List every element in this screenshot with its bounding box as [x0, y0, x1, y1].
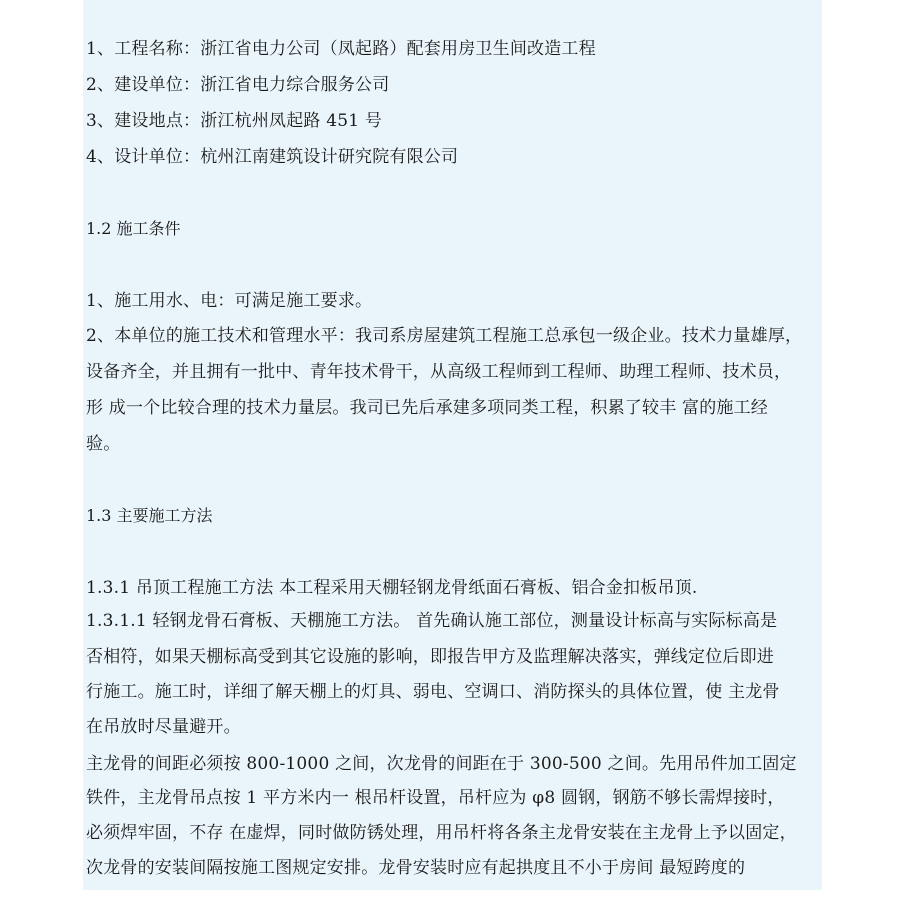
paragraph-line: 验。	[86, 434, 121, 454]
design-unit-line: 4、设计单位：杭州江南建筑设计研究院有限公司	[86, 147, 459, 167]
section-1-3-title: 1.3 主要施工方法	[86, 506, 213, 525]
paragraph-line: 形 成一个比较合理的技术力量层。我司已先后承建多项同类工程，积累了较丰 富的施工经	[86, 398, 769, 418]
paragraph-line: 在吊放时尽量避开。	[86, 717, 241, 737]
paragraph-line: 次龙骨的安装间隔按施工图规定安排。龙骨安装时应有起拱度且不小于房间 最短跨度的	[86, 858, 746, 878]
paragraph-line: 2、本单位的施工技术和管理水平：我司系房屋建筑工程施工总承包一级企业。技术力量雄厚，	[86, 326, 803, 346]
paragraph-line: 主龙骨的间距必须按 800-1000 之间，次龙骨的间距在于 300-500 之间。先用吊件加工固定	[86, 754, 797, 774]
construction-site-line: 3、建设地点：浙江杭州凤起路 451 号	[86, 111, 383, 131]
section-1-2-title: 1.2 施工条件	[86, 219, 181, 238]
paragraph-line: 1.3.1 吊顶工程施工方法 本工程采用天棚轻钢龙骨纸面石膏板、铝合金扣板吊顶.	[86, 578, 698, 598]
paragraph-line: 1.3.1.1 轻钢龙骨石膏板、天棚施工方法。 首先确认施工部位，测量设计标高与实际标高是	[86, 611, 778, 631]
project-name-line: 1、工程名称：浙江省电力公司（凤起路）配套用房卫生间改造工程	[86, 39, 596, 59]
construction-unit-line: 2、建设单位：浙江省电力综合服务公司	[86, 75, 390, 95]
paragraph-line: 行施工。施工时，详细了解天棚上的灯具、弱电、空调口、消防探头的具体位置，使 主龙骨	[86, 682, 780, 702]
paragraph-line: 否相符，如果天棚标高受到其它设施的影响，即报告甲方及监理解决落实，弹线定位后即进	[86, 647, 774, 667]
paragraph-line: 设备齐全，并且拥有一批中、青年技术骨干，从高级工程师到工程师、助理工程师、技术员，	[86, 362, 792, 382]
paragraph-line: 必须焊牢固，不存 在虚焊，同时做防锈处理，用吊杆将各条主龙骨安装在主龙骨上予以固定，	[86, 823, 797, 843]
paragraph-line: 铁件，主龙骨吊点按 1 平方米内一 根吊杆设置，吊杆应为 φ8 圆钢，钢筋不够长需焊接时，	[86, 788, 785, 808]
paragraph-line: 1、施工用水、电：可满足施工要求。	[86, 291, 373, 311]
